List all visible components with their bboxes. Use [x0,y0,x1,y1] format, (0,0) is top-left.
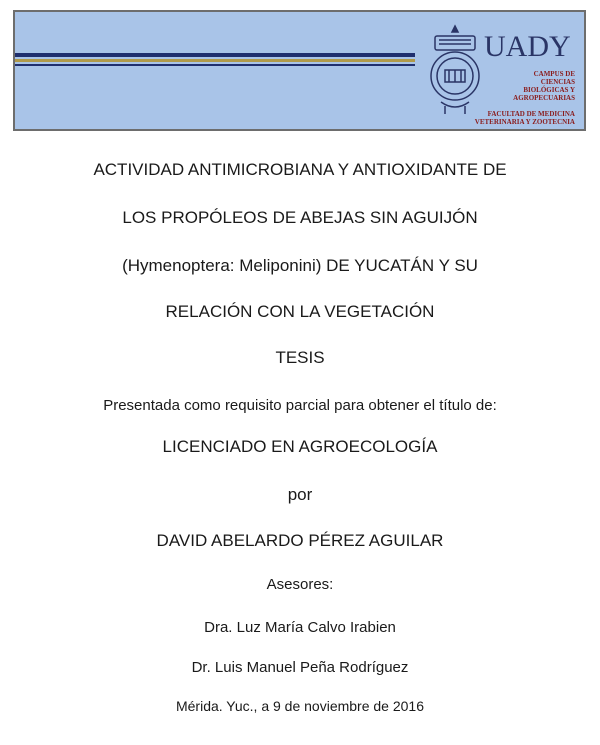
degree-title: LICENCIADO EN AGROECOLOGÍA [162,437,438,456]
faculty-line: VETERINARIA Y ZOOTECNIA [474,118,575,126]
advisor-name: Dr. Luis Manuel Peña Rodríguez [191,659,409,676]
campus-line: AGROPECUARIAS [513,94,575,102]
header-stripe [15,53,415,57]
thesis-title-line: RELACIÓN CON LA VEGETACIÓN [165,302,435,321]
document-type: TESIS [275,348,325,367]
header-stripe [15,64,415,66]
advisor-name: Dra. Luz María Calvo Irabien [204,619,396,636]
header-stripe [15,59,415,62]
campus-line: CIENCIAS [540,78,575,86]
thesis-title-line: ACTIVIDAD ANTIMICROBIANA Y ANTIOXIDANTE DE [93,160,507,179]
author-name: DAVID ABELARDO PÉREZ AGUILAR [156,531,444,550]
advisors-label: Asesores: [266,576,334,593]
campus-name [473,70,575,102]
place-date: Mérida. Yuc., a 9 de noviembre de 2016 [175,698,424,714]
faculty-line: FACULTAD DE MEDICINA [487,110,575,118]
campus-line: CAMPUS DE [533,70,575,78]
campus-line: BIOLÓGICAS Y [523,86,575,94]
thesis-title-line: (Hymenoptera: Meliponini) DE YUCATÁN Y SU [122,256,478,275]
requirement-statement: Presentada como requisito parcial para obtener el título de: [103,397,497,414]
uady-logo-text: UADY [484,30,571,63]
faculty-name [473,110,575,126]
by-label: por [287,485,313,504]
thesis-title-line: LOS PROPÓLEOS DE ABEJAS SIN AGUIJÓN [122,208,478,227]
header-banner [13,10,586,131]
